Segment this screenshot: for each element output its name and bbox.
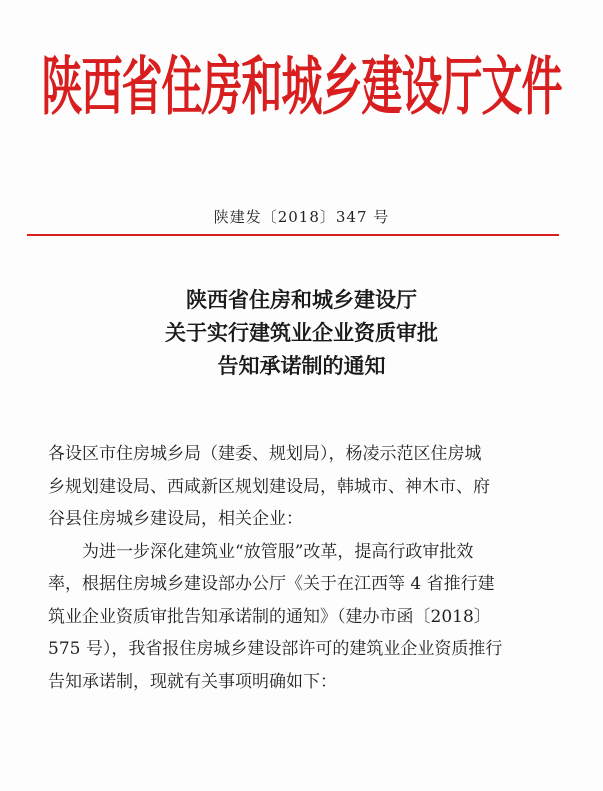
notice-body — [48, 438, 558, 698]
notice-title — [0, 284, 603, 383]
red-divider-line — [27, 234, 559, 236]
body-line: 575 号），我省报住房城乡建设部许可的建筑业企业资质推行 — [48, 639, 503, 659]
body-line: 各设区市住房城乡局（建委、规划局），杨凌示范区住房城 — [48, 444, 482, 464]
document-header-title: 陕西省住房和城乡建设厅文件 — [41, 49, 562, 125]
body-line: 为进一步深化建筑业“放管服”改革，提高行政审批效 — [82, 541, 474, 562]
body-line: 告知承诺制，现就有关事项明确如下： — [48, 671, 337, 692]
notice-title-line-1: 陕西省住房和城乡建设厅 — [186, 288, 417, 312]
body-line: 乡规划建设局、西咸新区规划建设局，韩城市、神木市、府 — [48, 476, 490, 497]
document-number: 陕建发〔2018〕347 号 — [213, 208, 390, 226]
body-line: 谷县住房城乡建设局，相关企业： — [48, 509, 303, 529]
body-line: 筑业企业资质审批告知承诺制的通知》（建办市函〔2018〕 — [48, 606, 491, 627]
notice-title-line-2: 关于实行建筑业企业资质审批 — [165, 321, 438, 345]
notice-title-line-3: 告知承诺制的通知 — [217, 354, 386, 378]
body-line: 率，根据住房城乡建设部办公厅《关于在江西等 4 省推行建 — [48, 574, 495, 594]
